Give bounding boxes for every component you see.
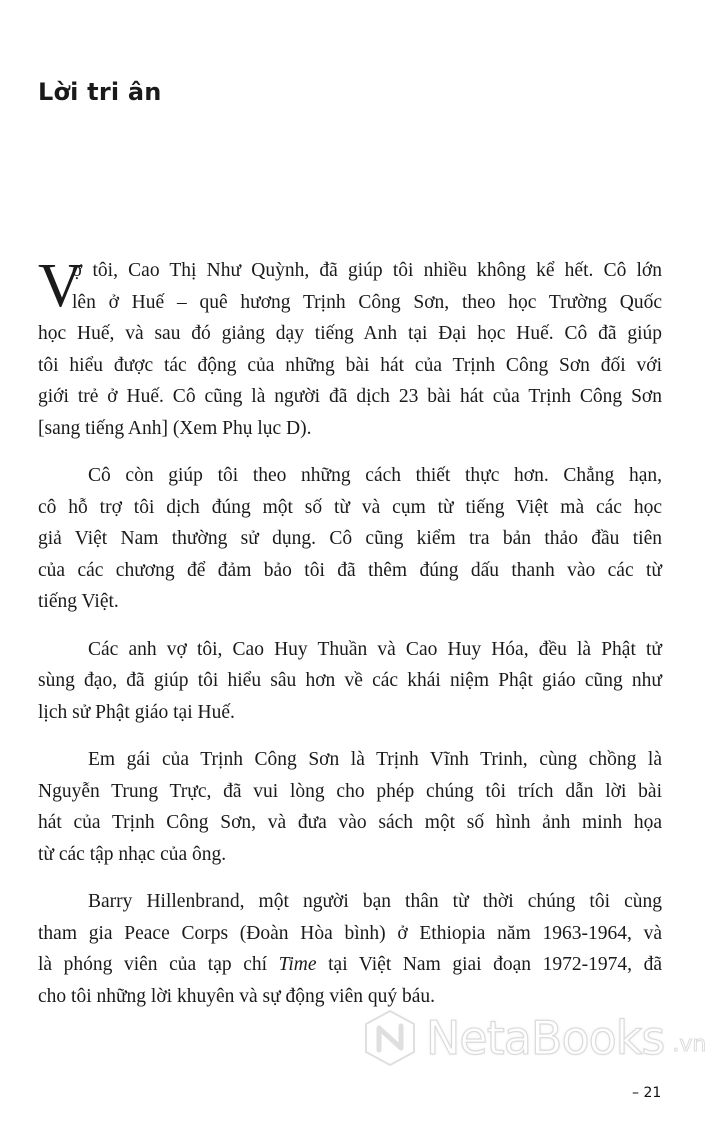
text-line: Em gái của Trịnh Công Sơn là Trịnh Vĩnh Trinh, cùng chồng là: [88, 749, 662, 770]
text-line: lên ở Huế – quê hương Trịnh Công Sơn, theo học Trường Quốc: [72, 291, 662, 313]
text-line: hát của Trịnh Công Sơn, và đưa vào sách một số hình ảnh minh họa: [38, 812, 662, 833]
text-line: Cô còn giúp tôi theo những cách thiết thực hơn. Chẳng hạn,: [88, 465, 662, 486]
drop-cap-row: [38, 252, 662, 320]
watermark-brand: NetaBooks: [426, 1011, 665, 1065]
paragraph-1: [38, 252, 662, 444]
text-line: ợ tôi, Cao Thị Như Quỳnh, đã giúp tôi nhiều không kể hết. Cô lớn: [72, 260, 662, 281]
page-body: [38, 252, 662, 1028]
netabooks-logo-icon: [362, 1008, 418, 1068]
paragraph-3: [38, 634, 662, 729]
text-line: học Huế, và sau đó giảng dạy tiếng Anh tại Đại học Huế. Cô đã giúp: [38, 323, 662, 344]
text-line: tiếng Việt.: [38, 591, 119, 612]
page-title: Lời tri ân: [38, 78, 162, 106]
text-line: cho tôi những lời khuyên và sự động viên quý báu.: [38, 985, 436, 1007]
text-line: giả Việt Nam thường sử dụng. Cô cũng kiểm tra bản thảo đầu tiên: [38, 528, 662, 549]
watermark: [362, 1008, 706, 1068]
page-number: – 21: [632, 1085, 662, 1101]
paragraph-2: [38, 460, 662, 618]
watermark-suffix: .vn: [672, 1032, 706, 1057]
text-line: từ các tập nhạc của ông.: [38, 843, 227, 865]
text-line: lịch sử Phật giáo tại Huế.: [38, 701, 235, 723]
text-line: tôi hiểu được tác động của những bài hát của Trịnh Công Sơn đối với: [38, 354, 662, 376]
drop-cap: V: [38, 252, 83, 320]
text-line: giới trẻ ở Huế. Cô cũng là người đã dịch 23 bài hát của Trịnh Công Sơn: [38, 386, 662, 407]
text-line: của các chương để đảm bảo tôi đã thêm đúng dấu thanh vào các từ: [38, 559, 662, 581]
text-line: Các anh vợ tôi, Cao Huy Thuần và Cao Huy Hóa, đều là Phật tử: [88, 638, 662, 660]
text-line: [sang tiếng Anh] (Xem Phụ lục D).: [38, 417, 312, 439]
paragraph-4: [38, 744, 662, 870]
paragraph-5: [38, 886, 662, 1012]
text-line: sùng đạo, đã giúp tôi hiểu sâu hơn về các khái niệm Phật giáo cũng như: [38, 670, 662, 691]
text-line: tham gia Peace Corps (Đoàn Hòa bình) ở Ethiopia năm 1963-1964, và: [38, 922, 662, 944]
drop-cap-lines: [72, 255, 662, 318]
text-line: [38, 949, 662, 981]
text-line: cô hỗ trợ tôi dịch đúng một số từ và cụm từ tiếng Việt mà các học: [38, 496, 662, 518]
text-segment: là phóng viên của tạp chí: [38, 954, 279, 975]
magazine-title: Time: [278, 954, 317, 975]
text-segment: tại Việt Nam giai đoạn 1972-1974, đã: [316, 954, 662, 975]
text-line: Nguyễn Trung Trực, đã vui lòng cho phép chúng tôi trích dẫn lời bài: [38, 780, 662, 802]
text-line: Barry Hillenbrand, một người bạn thân từ thời chúng tôi cùng: [88, 891, 662, 912]
